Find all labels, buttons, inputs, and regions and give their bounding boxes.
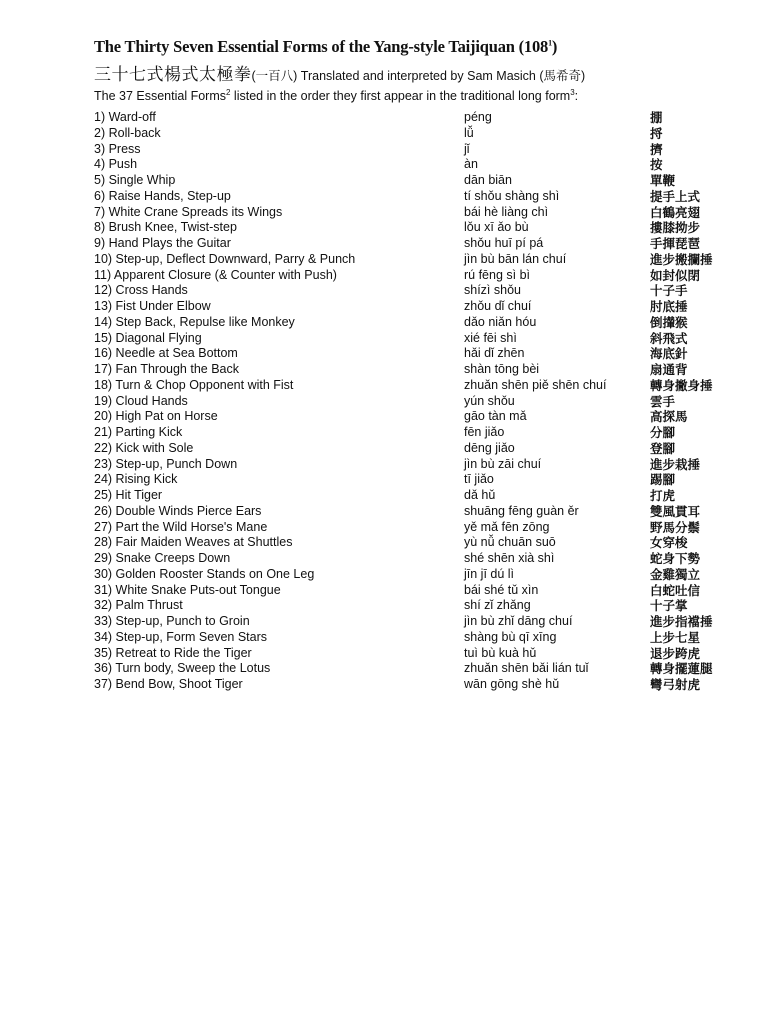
subtitle-translator-credit: Translated and interpreted by Sam Masich (馬希奇) xyxy=(297,69,586,83)
form-name: 12) Cross Hands xyxy=(94,283,188,298)
form-pinyin: tuì bù kuà hǔ xyxy=(464,645,537,660)
form-pinyin: shuāng fēng guàn ěr xyxy=(464,503,579,518)
form-name: 3) Press xyxy=(94,141,141,156)
form-name: 32) Palm Thrust xyxy=(94,598,183,613)
form-row xyxy=(94,504,734,520)
form-pinyin: tí shǒu shàng shì xyxy=(464,188,560,203)
title-text: The Thirty Seven Essential Forms of the Yang-style Taijiquan (108 xyxy=(94,37,549,56)
form-row xyxy=(94,283,734,299)
form-chinese: 按 xyxy=(650,157,663,173)
form-chinese: 進步搬攔捶 xyxy=(650,251,713,267)
form-row xyxy=(94,346,734,362)
form-name: 37) Bend Bow, Shoot Tiger xyxy=(94,677,243,691)
form-pinyin: péng xyxy=(464,110,492,124)
form-row xyxy=(94,567,734,583)
form-name: 6) Raise Hands, Step-up xyxy=(94,188,231,203)
intro-text-c: : xyxy=(574,89,579,104)
form-chinese: 十子手 xyxy=(650,283,688,299)
title-footnote-marker: 1 xyxy=(548,38,552,48)
form-name: 18) Turn & Chop Opponent with Fist xyxy=(94,377,294,392)
form-row xyxy=(94,236,734,252)
form-row xyxy=(94,425,734,441)
form-chinese: 白蛇吐信 xyxy=(650,582,701,598)
form-name: 13) Fist Under Elbow xyxy=(94,299,211,313)
form-pinyin: wān gōng shè hǔ xyxy=(464,677,560,691)
intro-text-a: The 37 Essential Forms xyxy=(94,89,226,104)
form-row xyxy=(94,378,734,394)
form-name: 21) Parting Kick xyxy=(94,425,183,439)
form-chinese: 單鞭 xyxy=(650,173,676,188)
form-row xyxy=(94,220,734,236)
form-row xyxy=(94,252,734,268)
form-chinese: 扇通背 xyxy=(650,362,688,377)
form-chinese: 轉身撇身捶 xyxy=(650,377,713,393)
form-chinese: 打虎 xyxy=(650,488,676,503)
form-name: 34) Step-up, Form Seven Stars xyxy=(94,629,267,644)
form-chinese: 提手上式 xyxy=(650,188,701,204)
form-name: 9) Hand Plays the Guitar xyxy=(94,236,231,250)
form-row xyxy=(94,630,734,646)
form-row xyxy=(94,646,734,662)
form-pinyin: rú fēng sì bì xyxy=(464,267,531,282)
form-row xyxy=(94,614,734,630)
form-row xyxy=(94,661,734,677)
form-row xyxy=(94,488,734,504)
form-chinese: 斜飛式 xyxy=(650,330,688,346)
form-row xyxy=(94,173,734,189)
form-pinyin: yù nǚ chuān suō xyxy=(464,535,556,550)
form-pinyin: shàn tōng bèi xyxy=(464,362,540,376)
form-chinese: 女穿梭 xyxy=(650,535,688,551)
title-close-paren: ) xyxy=(551,37,558,56)
form-row xyxy=(94,142,734,158)
form-name: 11) Apparent Closure (& Counter with Push) xyxy=(94,267,337,282)
form-name: 15) Diagonal Flying xyxy=(94,330,202,345)
intro-paragraph xyxy=(94,88,578,103)
form-pinyin: zhuǎn shēn bǎi lián tuǐ xyxy=(464,661,589,676)
form-name: 16) Needle at Sea Bottom xyxy=(94,346,238,361)
form-chinese: 退步跨虎 xyxy=(650,645,701,661)
form-chinese: 雲手 xyxy=(650,393,676,409)
form-name: 19) Cloud Hands xyxy=(94,393,188,408)
form-pinyin: shé shēn xià shì xyxy=(464,551,555,565)
form-chinese: 倒攆猴 xyxy=(650,314,688,330)
form-row xyxy=(94,520,734,536)
form-chinese: 踢腳 xyxy=(650,472,676,488)
form-pinyin: dēng jiǎo xyxy=(464,440,515,455)
form-name: 8) Brush Knee, Twist-step xyxy=(94,220,237,235)
form-chinese: 野馬分鬃 xyxy=(650,519,701,535)
form-pinyin: jìn bù bān lán chuí xyxy=(464,251,567,266)
intro-footnote-marker-3: 3 xyxy=(570,88,575,97)
intro-text-b: listed in the order they first appear in the traditional long form xyxy=(230,89,571,104)
form-chinese: 彎弓射虎 xyxy=(650,677,701,692)
form-name: 36) Turn body, Sweep the Lotus xyxy=(94,661,271,676)
form-chinese: 進步指襠捶 xyxy=(650,614,713,629)
form-pinyin: xié fēi shì xyxy=(464,330,517,345)
form-chinese: 雙風貫耳 xyxy=(650,503,701,519)
form-pinyin: àn xyxy=(464,157,478,172)
form-pinyin: zhǒu dǐ chuí xyxy=(464,299,532,313)
form-name: 1) Ward-off xyxy=(94,110,156,124)
form-chinese: 金雞獨立 xyxy=(650,566,701,582)
form-pinyin: jìn bù zāi chuí xyxy=(464,456,542,471)
form-row xyxy=(94,268,734,284)
form-row xyxy=(94,551,734,567)
form-name: 35) Retreat to Ride the Tiger xyxy=(94,645,252,660)
form-name: 24) Rising Kick xyxy=(94,472,178,487)
document-title xyxy=(94,37,557,57)
form-pinyin: zhuǎn shēn piě shēn chuí xyxy=(464,377,607,392)
form-chinese: 手揮琵琶 xyxy=(650,236,701,251)
form-pinyin: jīn jī dú lì xyxy=(464,566,515,581)
form-row xyxy=(94,299,734,315)
form-row xyxy=(94,205,734,221)
form-name: 27) Part the Wild Horse's Mane xyxy=(94,519,268,534)
form-chinese: 肘底捶 xyxy=(650,299,688,314)
form-pinyin: jìn bù zhǐ dāng chuí xyxy=(464,614,573,628)
form-row xyxy=(94,315,734,331)
form-name: 25) Hit Tiger xyxy=(94,488,163,502)
form-row xyxy=(94,409,734,425)
form-name: 23) Step-up, Punch Down xyxy=(94,456,238,471)
form-name: 22) Kick with Sole xyxy=(94,440,194,455)
form-row xyxy=(94,126,734,142)
form-pinyin: bái hè liàng chì xyxy=(464,204,549,219)
form-chinese: 進步栽捶 xyxy=(650,456,701,472)
form-name: 4) Push xyxy=(94,157,138,172)
form-pinyin: dān biān xyxy=(464,173,512,187)
form-chinese: 掤 xyxy=(650,110,663,125)
form-name: 5) Single Whip xyxy=(94,173,176,187)
form-row xyxy=(94,457,734,473)
form-pinyin: gāo tàn mǎ xyxy=(464,409,527,424)
subtitle-chinese-title: 三十七式楊式太極拳 xyxy=(94,65,252,85)
form-row xyxy=(94,441,734,457)
form-row xyxy=(94,331,734,347)
form-row xyxy=(94,598,734,614)
form-pinyin: yún shǒu xyxy=(464,393,515,408)
form-pinyin: shízì shǒu xyxy=(464,283,521,298)
form-chinese: 登腳 xyxy=(650,440,676,456)
form-chinese: 白鶴亮翅 xyxy=(650,204,701,220)
form-row xyxy=(94,583,734,599)
form-pinyin: yě mǎ fēn zōng xyxy=(464,519,550,534)
form-row xyxy=(94,110,734,126)
form-pinyin: hǎi dǐ zhēn xyxy=(464,346,525,361)
form-row xyxy=(94,472,734,488)
form-chinese: 高探馬 xyxy=(650,409,688,425)
form-row xyxy=(94,157,734,173)
form-chinese: 摟膝拗步 xyxy=(650,220,701,236)
form-name: 26) Double Winds Pierce Ears xyxy=(94,503,262,518)
form-chinese: 轉身擺蓮腿 xyxy=(650,661,713,677)
subtitle-chinese-paren: (一百八) xyxy=(251,69,298,83)
form-name: 14) Step Back, Repulse like Monkey xyxy=(94,314,295,329)
form-name: 31) White Snake Puts-out Tongue xyxy=(94,582,281,597)
form-pinyin: dǎ hǔ xyxy=(464,488,496,502)
form-name: 10) Step-up, Deflect Downward, Parry & Punch xyxy=(94,251,356,266)
form-chinese: 捋 xyxy=(650,125,663,141)
form-pinyin: bái shé tǔ xìn xyxy=(464,582,539,597)
form-row xyxy=(94,362,734,378)
form-name: 17) Fan Through the Back xyxy=(94,362,239,376)
form-pinyin: shǒu huī pí pá xyxy=(464,236,544,250)
form-pinyin: fēn jiǎo xyxy=(464,425,505,439)
form-row xyxy=(94,535,734,551)
forms-list xyxy=(94,110,734,693)
form-chinese: 海底針 xyxy=(650,346,688,362)
form-pinyin: lǒu xī ǎo bù xyxy=(464,220,529,235)
form-name: 28) Fair Maiden Weaves at Shuttles xyxy=(94,535,293,550)
form-row xyxy=(94,189,734,205)
form-chinese: 分腳 xyxy=(650,425,676,440)
form-name: 20) High Pat on Horse xyxy=(94,409,218,424)
form-pinyin: shàng bù qī xīng xyxy=(464,629,557,644)
form-name: 33) Step-up, Punch to Groin xyxy=(94,614,250,628)
form-name: 7) White Crane Spreads its Wings xyxy=(94,204,283,219)
form-pinyin: dǎo niǎn hóu xyxy=(464,314,537,329)
form-chinese: 十子掌 xyxy=(650,598,688,614)
form-name: 2) Roll-back xyxy=(94,125,161,140)
form-pinyin: lǚ xyxy=(464,125,474,140)
form-name: 30) Golden Rooster Stands on One Leg xyxy=(94,566,315,581)
form-row xyxy=(94,677,734,693)
form-chinese: 上步七星 xyxy=(650,629,701,645)
form-chinese: 擠 xyxy=(650,141,663,157)
intro-footnote-marker-2: 2 xyxy=(226,88,231,97)
form-pinyin: jǐ xyxy=(464,141,470,156)
form-chinese: 如封似閉 xyxy=(650,267,701,283)
form-row xyxy=(94,394,734,410)
document-subtitle xyxy=(94,60,585,85)
form-chinese: 蛇身下勢 xyxy=(650,551,701,566)
form-pinyin: shí zǐ zhǎng xyxy=(464,598,531,613)
form-name: 29) Snake Creeps Down xyxy=(94,551,231,565)
form-pinyin: tī jiǎo xyxy=(464,472,494,487)
